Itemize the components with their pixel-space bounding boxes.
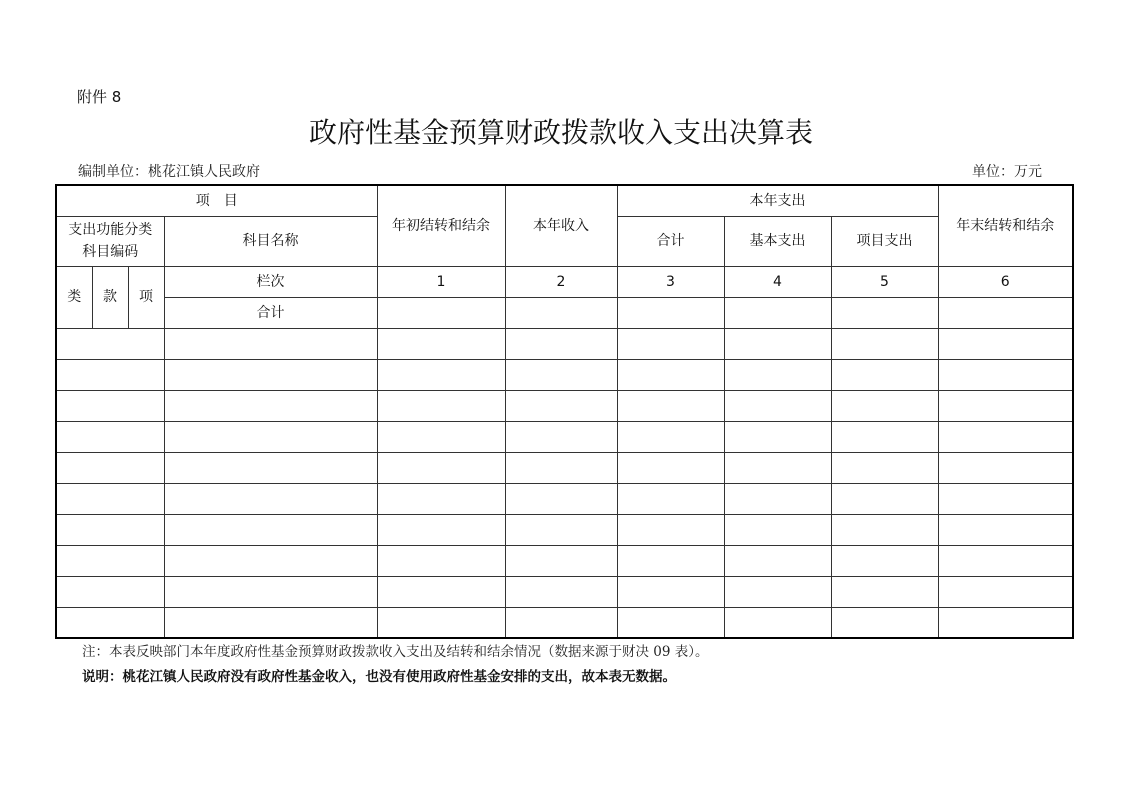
table-cell (724, 607, 831, 638)
table-cell (505, 452, 617, 483)
table-row (56, 483, 1073, 514)
attachment-label: 附件 8 (77, 88, 122, 106)
table-cell (56, 421, 164, 452)
column-number-1: 1 (377, 266, 505, 297)
budget-table (55, 184, 1074, 639)
table-cell (164, 514, 377, 545)
table-cell (56, 576, 164, 607)
column-index-label: 栏次 (164, 266, 377, 297)
table-cell (377, 545, 505, 576)
table-cell (164, 421, 377, 452)
table-cell (377, 576, 505, 607)
table-cell (724, 328, 831, 359)
expense-basic-header: 基本支出 (724, 216, 831, 266)
column-number-3: 3 (617, 266, 724, 297)
table-cell (377, 421, 505, 452)
table-cell (56, 452, 164, 483)
total-label: 合计 (164, 297, 377, 328)
table-cell (938, 390, 1073, 421)
page-title: 政府性基金预算财政拨款收入支出决算表 (308, 116, 813, 149)
table-cell (56, 390, 164, 421)
table-row (56, 390, 1073, 421)
item-header: 项 目 (56, 185, 377, 216)
table-cell (505, 514, 617, 545)
table-cell (164, 576, 377, 607)
table-cell (377, 514, 505, 545)
table-cell (938, 359, 1073, 390)
table-cell (56, 545, 164, 576)
table-cell (938, 452, 1073, 483)
table-row (56, 328, 1073, 359)
table-cell (617, 545, 724, 576)
table-cell (831, 421, 938, 452)
table-cell (164, 359, 377, 390)
table-cell (724, 483, 831, 514)
table-cell (377, 328, 505, 359)
table-cell (617, 390, 724, 421)
table-cell (617, 421, 724, 452)
table-cell (938, 297, 1073, 328)
table-cell (831, 390, 938, 421)
table-cell (724, 576, 831, 607)
table-row (56, 607, 1073, 638)
table-cell (938, 576, 1073, 607)
table-cell (377, 483, 505, 514)
table-row (56, 359, 1073, 390)
table-cell (938, 514, 1073, 545)
header-row-1 (56, 185, 1073, 216)
table-cell (724, 452, 831, 483)
table-cell (377, 359, 505, 390)
column-number-2: 2 (505, 266, 617, 297)
table-cell (505, 421, 617, 452)
table-cell (164, 607, 377, 638)
table-cell (56, 328, 164, 359)
table-cell (831, 514, 938, 545)
lei-label: 类 (56, 266, 92, 328)
table-cell (505, 359, 617, 390)
table-cell (56, 514, 164, 545)
table-cell (938, 607, 1073, 638)
table-cell (617, 483, 724, 514)
table-cell (831, 576, 938, 607)
explanation-text: 说明：桃花江镇人民政府没有政府性基金收入，也没有使用政府性基金安排的支出，故本表无数据。 (82, 669, 676, 685)
table-cell (377, 452, 505, 483)
subject-name-header: 科目名称 (164, 216, 377, 266)
table-cell (164, 328, 377, 359)
table-cell (617, 359, 724, 390)
table-cell (377, 607, 505, 638)
table-cell (505, 390, 617, 421)
currency-unit: 单位：万元 (972, 164, 1042, 180)
table-cell (505, 328, 617, 359)
table-cell (617, 576, 724, 607)
table-cell (724, 390, 831, 421)
table-cell (164, 390, 377, 421)
table-cell (724, 421, 831, 452)
table-row (56, 576, 1073, 607)
table-cell (938, 545, 1073, 576)
function-code-header: 支出功能分类科目编码 (56, 216, 164, 266)
table-cell (164, 483, 377, 514)
compiling-unit: 编制单位：桃花江镇人民政府 (78, 164, 260, 180)
table-cell (831, 545, 938, 576)
current-expense-header: 本年支出 (617, 185, 938, 216)
table-cell (56, 359, 164, 390)
column-number-6: 6 (938, 266, 1073, 297)
table-cell (164, 545, 377, 576)
table-cell (938, 421, 1073, 452)
table-cell (377, 297, 505, 328)
expense-project-header: 项目支出 (831, 216, 938, 266)
table-cell (938, 483, 1073, 514)
current-income-header: 本年收入 (505, 185, 617, 266)
table-cell (505, 576, 617, 607)
opening-balance-header: 年初结转和结余 (377, 185, 505, 266)
table-cell (505, 545, 617, 576)
table-cell (831, 328, 938, 359)
table-cell (505, 483, 617, 514)
table-cell (831, 483, 938, 514)
table-row (56, 545, 1073, 576)
table-cell (505, 297, 617, 328)
table-cell (617, 297, 724, 328)
closing-balance-header: 年末结转和结余 (938, 185, 1073, 266)
table-cell (377, 390, 505, 421)
table-cell (617, 514, 724, 545)
table-cell (831, 359, 938, 390)
table-row (56, 514, 1073, 545)
table-cell (505, 607, 617, 638)
table-cell (56, 483, 164, 514)
table-cell (831, 607, 938, 638)
table-cell (724, 297, 831, 328)
table-cell (617, 607, 724, 638)
kuan-label: 款 (92, 266, 128, 328)
table-note: 注：本表反映部门本年度政府性基金预算财政拨款收入支出及结转和结余情况（数据来源于财决 09 表）。 (82, 644, 709, 660)
expense-total-header: 合计 (617, 216, 724, 266)
table-cell (724, 545, 831, 576)
table-row (56, 421, 1073, 452)
table-cell (617, 328, 724, 359)
table-cell (617, 452, 724, 483)
column-number-5: 5 (831, 266, 938, 297)
column-number-4: 4 (724, 266, 831, 297)
table-cell (938, 328, 1073, 359)
xiang-label: 项 (128, 266, 164, 328)
table-cell (831, 452, 938, 483)
table-row (56, 452, 1073, 483)
table-cell (724, 514, 831, 545)
table-cell (831, 297, 938, 328)
table-cell (164, 452, 377, 483)
column-index-row (56, 266, 1073, 297)
table-cell (56, 607, 164, 638)
total-row (56, 297, 1073, 328)
table-cell (724, 359, 831, 390)
